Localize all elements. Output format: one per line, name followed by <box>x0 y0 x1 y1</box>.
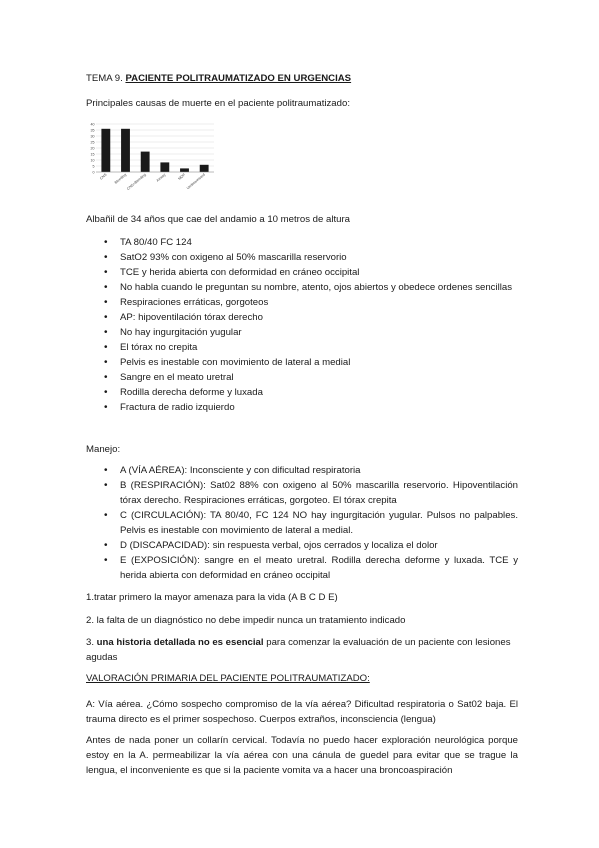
chart-x-tick-label: Bleeding <box>113 172 128 185</box>
finding-item: • TCE y herida abierta con deformidad en cráneo occipital <box>86 265 518 280</box>
chart-x-tick-label: CNS <box>99 172 108 181</box>
collar-paragraph: Antes de nada poner un collarín cervical. Todavía no puedo hacer exploración neurológica porque estoy en la A. permeabilizar la vía aérea con una cánula de guedel para evitar que se trague la lengua, el inconveniente es que si la paciente vomita va a hacer una broncoaspiración <box>86 735 518 776</box>
finding-item: • AP: hipoventilación tórax derecho <box>86 310 518 325</box>
principle-3-bold: una historia detallada no es esencial <box>96 637 264 648</box>
title-text: PACIENTE POLITRAUMATIZADO EN URGENCIAS <box>125 73 352 84</box>
findings-list <box>86 235 518 415</box>
finding-item: • Sangre en el meato uretral <box>86 370 518 385</box>
chart-y-tick-label: 35 <box>90 128 95 133</box>
chart-x-tick-label: Undetermined <box>185 172 206 191</box>
management-item: • A (VÍA AÉREA): Inconsciente y con dificultad respiratoria <box>86 463 518 478</box>
chart-y-tick-label: 20 <box>90 146 95 151</box>
principle-3-rest: para comenzar la evaluación de un paciente con lesiones agudas <box>86 637 511 663</box>
document-title <box>86 71 518 86</box>
finding-item: • Pelvis es inestable con movimiento de lateral a medial <box>86 355 518 370</box>
chart-bar <box>160 162 169 172</box>
title-prefix: TEMA 9. <box>86 73 126 84</box>
finding-item: • Respiraciones erráticas, gorgoteos <box>86 295 518 310</box>
chart-y-tick-label: 15 <box>90 152 95 157</box>
chart-x-tick-label: Airway <box>155 172 167 183</box>
principle-3 <box>86 635 518 665</box>
manejo-heading: Manejo: <box>86 444 121 455</box>
finding-item: • TA 80/40 FC 124 <box>86 235 518 250</box>
chart-x-tick-label: MOF <box>177 172 187 181</box>
chart-y-tick-label: 5 <box>92 164 95 169</box>
chart-bar <box>101 129 110 172</box>
chart-bar <box>141 152 150 172</box>
chart-y-tick-label: 25 <box>90 140 95 145</box>
principle-3-num: 3. <box>86 637 97 648</box>
chart-bar <box>200 165 209 172</box>
finding-item: • Fractura de radio izquierdo <box>86 400 518 415</box>
chart-x-tick-label: CNS+Bleeding <box>126 172 147 191</box>
causas-heading: Principales causas de muerte en el paciente politraumatizado: <box>86 98 350 109</box>
chart-y-tick-label: 40 <box>90 122 95 127</box>
case-description: Albañil de 34 años que cae del andamio a 10 metros de altura <box>86 214 351 225</box>
finding-item: • No hay ingurgitación yugular <box>86 325 518 340</box>
management-item: • E (EXPOSICIÓN): sangre en el meato uretral. Rodilla derecha deforme y luxada. TCE y herida abierta con deformidad en cráneo occipital <box>86 553 518 583</box>
finding-item: • SatO2 93% con oxigeno al 50% mascarilla reservorio <box>86 250 518 265</box>
management-item: • D (DISCAPACIDAD): sin respuesta verbal, ojos cerrados y localiza el dolor <box>86 538 518 553</box>
finding-item: • El tórax no crepita <box>86 340 518 355</box>
chart-y-tick-label: 0 <box>92 170 95 175</box>
chart-y-tick-label: 10 <box>90 158 95 163</box>
principle-2: 2. la falta de un diagnóstico no debe impedir nunca un tratamiento indicado <box>86 615 406 626</box>
management-item: • B (RESPIRACIÓN): Sat02 88% con oxigeno al 50% mascarilla reservorio. Hipoventilación tórax derecho. Respiraciones erráticas, gorgoteo. El tórax crepita <box>86 478 518 508</box>
principle-1: 1.tratar primero la mayor amenaza para la vida (A B C D E) <box>86 592 338 603</box>
causes-of-death-chart <box>86 118 216 200</box>
chart-bar <box>180 168 189 172</box>
valoracion-heading: VALORACIÓN PRIMARIA DEL PACIENTE POLITRAUMATIZADO: <box>86 673 370 684</box>
finding-item: • Rodilla derecha deforme y luxada <box>86 385 518 400</box>
management-item: • C (CIRCULACIÓN): TA 80/40, FC 124 NO hay ingurgitación yugular. Pulsos no palpables. Pelvis es inestable con movimiento de lateral a medial. <box>86 508 518 538</box>
chart-bar <box>121 129 130 172</box>
chart-y-tick-label: 30 <box>90 134 95 139</box>
finding-item: • No habla cuando le preguntan su nombre, atento, ojos abiertos y obedece ordenes sencillas <box>86 280 518 295</box>
airway-paragraph: A: Vía aérea. ¿Cómo sospecho compromiso de la vía aérea? Dificultad respiratoria o Sat02 baja. El trauma directo es el primer sospechoso. Cuerpos extraños, inconsciencia (lengua) <box>86 699 518 725</box>
management-list <box>86 463 518 583</box>
